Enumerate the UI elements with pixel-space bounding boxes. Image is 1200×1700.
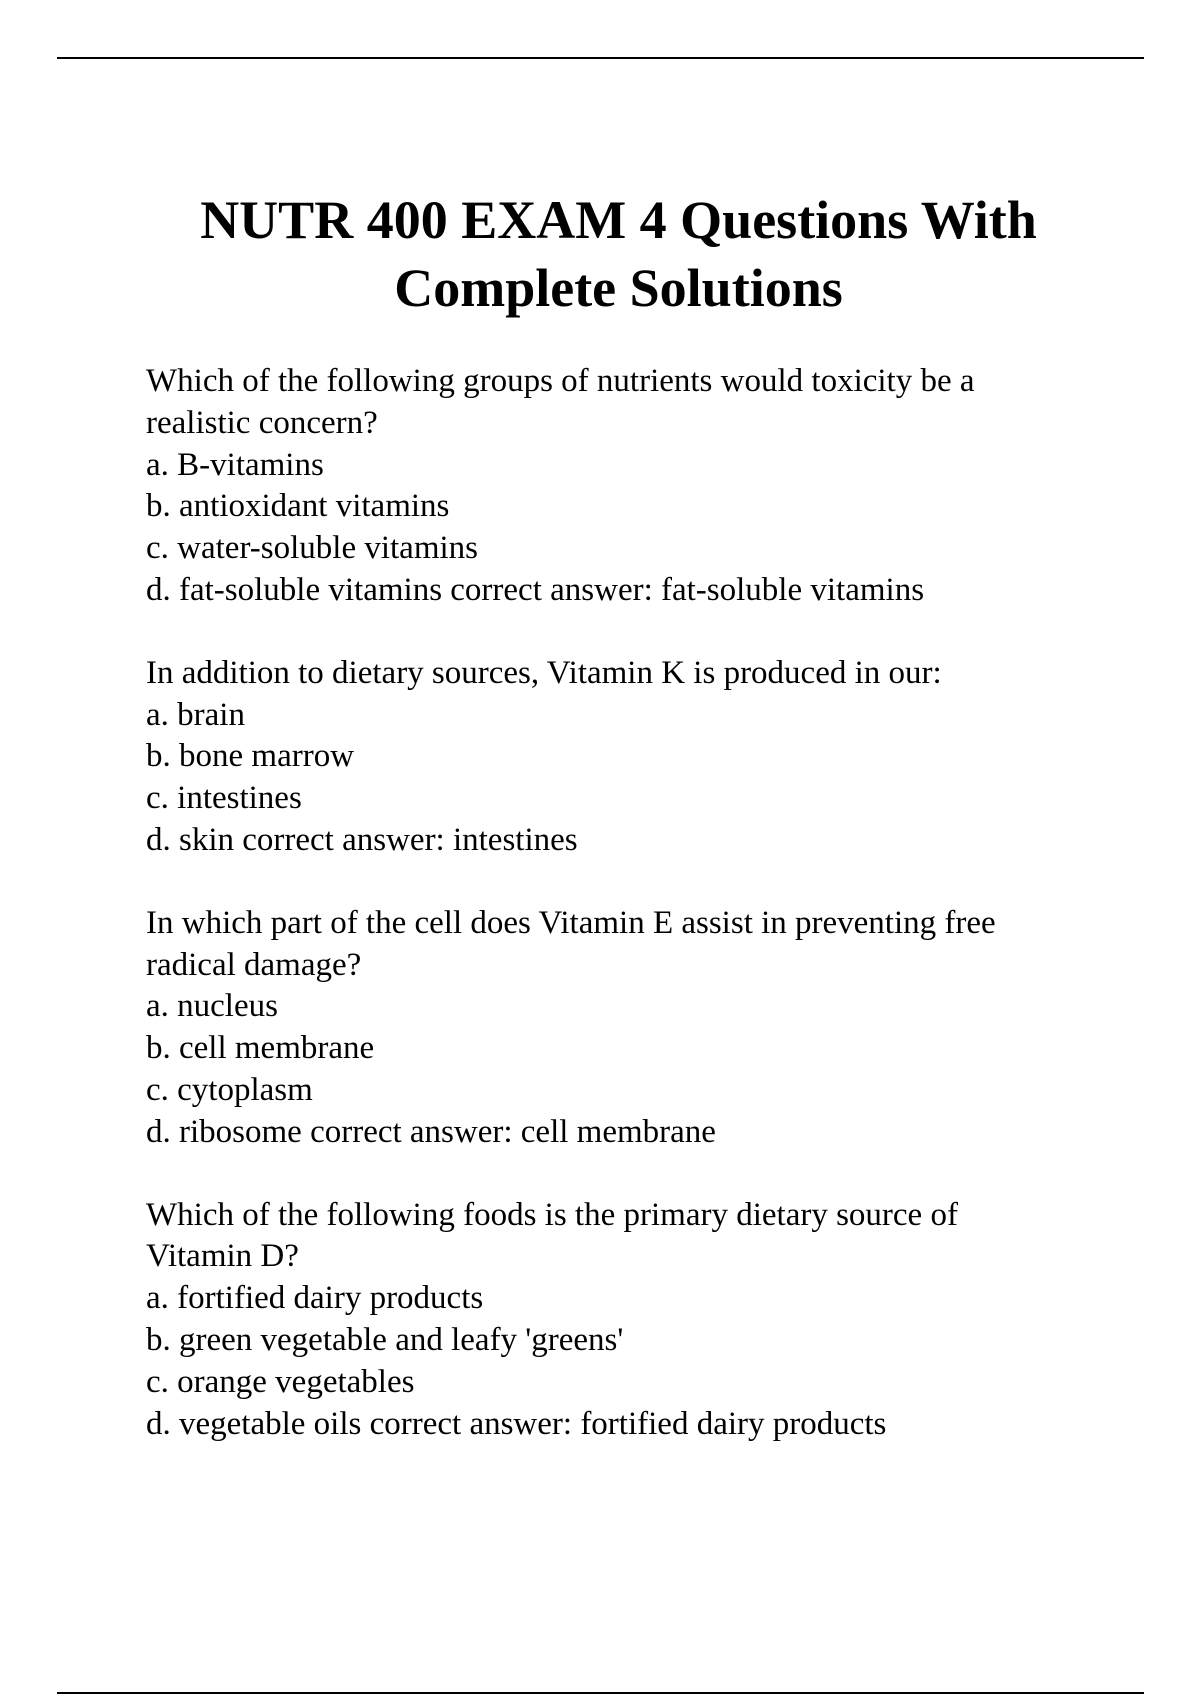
title-line-1: NUTR 400 EXAM 4 Questions With bbox=[200, 190, 1037, 250]
question-prompt: radical damage? bbox=[146, 946, 362, 983]
question-prompt: Vitamin D? bbox=[146, 1238, 299, 1275]
answer-option-with-solution: d. vegetable oils correct answer: fortified dairy products bbox=[146, 1405, 887, 1442]
answer-option: a. brain bbox=[146, 696, 245, 733]
answer-option: b. green vegetable and leafy 'greens' bbox=[146, 1321, 624, 1358]
document-title bbox=[0, 186, 1200, 322]
question-3 bbox=[146, 903, 1146, 1154]
answer-option: c. cytoplasm bbox=[146, 1071, 313, 1108]
bottom-rule bbox=[57, 1692, 1144, 1694]
question-2 bbox=[146, 653, 1146, 862]
top-rule bbox=[57, 57, 1144, 59]
answer-option: b. cell membrane bbox=[146, 1030, 375, 1067]
question-4 bbox=[146, 1195, 1146, 1446]
question-1 bbox=[146, 361, 1146, 612]
question-list bbox=[146, 361, 1146, 1486]
answer-option: b. antioxidant vitamins bbox=[146, 488, 450, 525]
question-prompt: Which of the following foods is the primary dietary source of bbox=[146, 1196, 958, 1233]
answer-option: a. fortified dairy products bbox=[146, 1280, 484, 1317]
answer-option: a. nucleus bbox=[146, 988, 278, 1025]
answer-option: c. water-soluble vitamins bbox=[146, 530, 478, 567]
answer-option-with-solution: d. ribosome correct answer: cell membrane bbox=[146, 1113, 716, 1150]
question-prompt: In addition to dietary sources, Vitamin K is produced in our: bbox=[146, 654, 942, 691]
title-line-2: Complete Solutions bbox=[394, 258, 843, 318]
answer-option-with-solution: d. fat-soluble vitamins correct answer: fat-soluble vitamins bbox=[146, 571, 925, 608]
answer-option: b. bone marrow bbox=[146, 738, 355, 775]
answer-option: a. B-vitamins bbox=[146, 446, 324, 483]
answer-option: c. intestines bbox=[146, 780, 302, 817]
answer-option-with-solution: d. skin correct answer: intestines bbox=[146, 821, 578, 858]
question-prompt: In which part of the cell does Vitamin E assist in preventing free bbox=[146, 904, 996, 941]
question-prompt: realistic concern? bbox=[146, 404, 378, 441]
answer-option: c. orange vegetables bbox=[146, 1363, 415, 1400]
question-prompt: Which of the following groups of nutrients would toxicity be a bbox=[146, 363, 975, 399]
